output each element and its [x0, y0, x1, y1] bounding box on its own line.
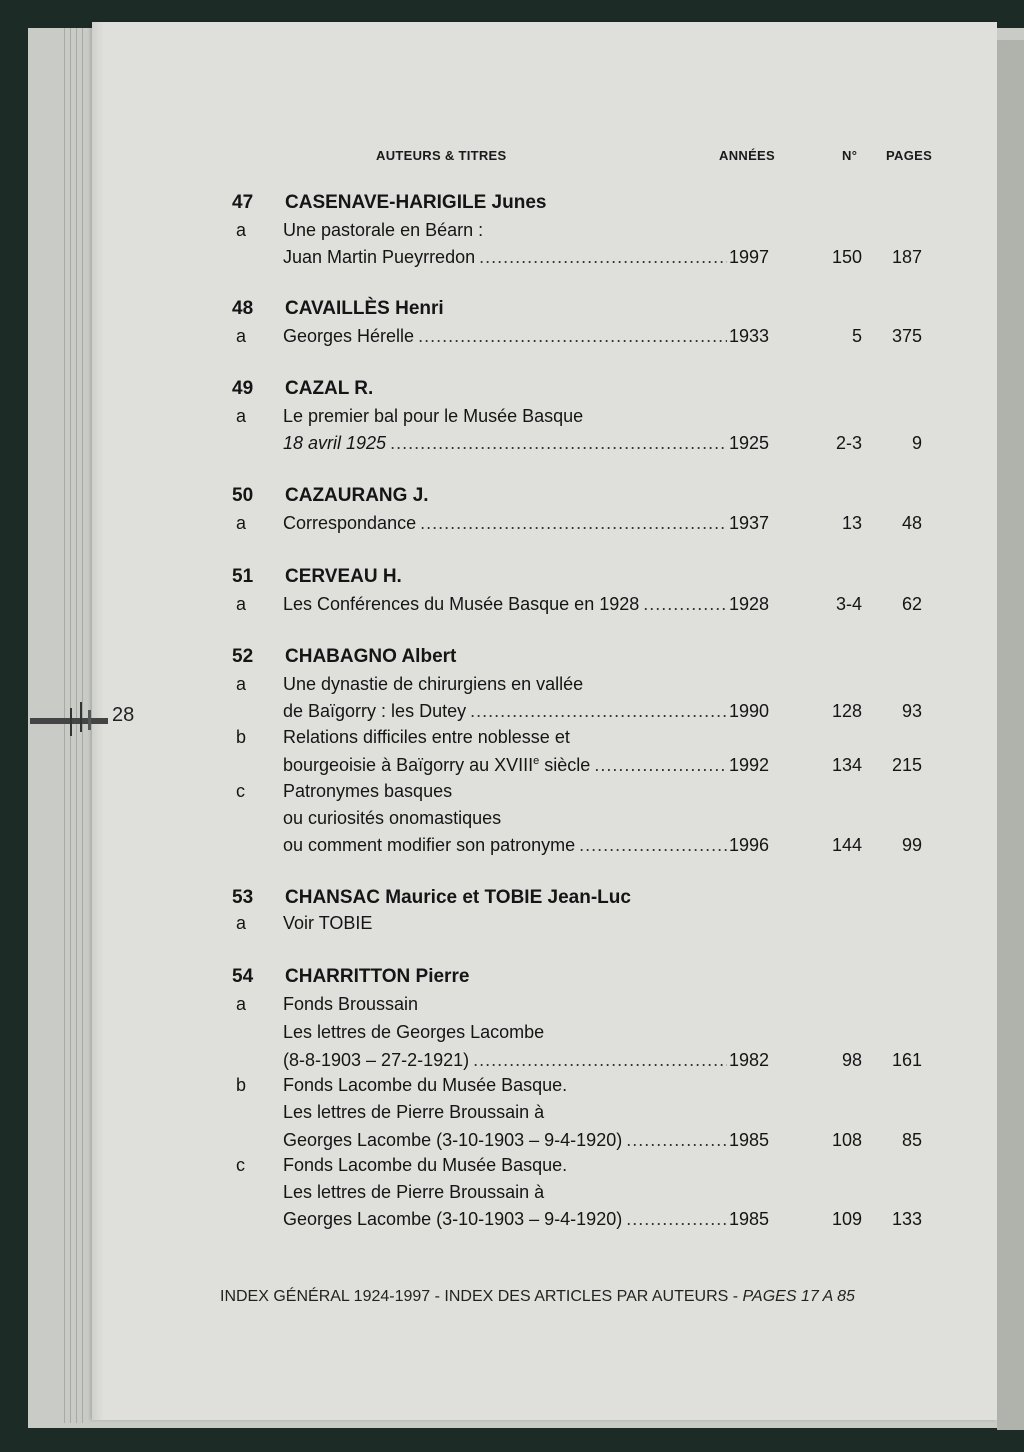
item-year: 1928: [729, 594, 770, 614]
item-pages: 215: [891, 755, 922, 775]
footer-title: INDEX GÉNÉRAL 1924-1997 - INDEX DES ARTICLES PAR AUTEURS -: [220, 1288, 743, 1305]
header-pages: PAGES: [886, 148, 933, 163]
item-issue: 98: [841, 1050, 862, 1070]
item-letter: a: [236, 994, 247, 1014]
item-pages: 187: [891, 247, 922, 267]
page-footer: [220, 1288, 855, 1306]
item-letter: a: [236, 513, 247, 533]
next-page-edge: [997, 40, 1024, 1430]
item-issue: 13: [841, 513, 862, 533]
item-issue: 2-3: [835, 433, 862, 453]
item-letter: a: [236, 913, 247, 933]
item-title: Patronymes basques: [283, 781, 453, 801]
item-title-leader: (8-8-1903 – 27-2-1921) .....: [283, 1050, 727, 1071]
item-letter: b: [236, 1075, 247, 1095]
entry-author: CERVEAU H.: [285, 566, 402, 587]
entry-author: CHANSAC Maurice et TOBIE Jean-Luc: [285, 887, 631, 908]
entry-author: CASENAVE-HARIGILE Junes: [285, 192, 547, 213]
item-title: Voir TOBIE: [283, 913, 373, 933]
item-letter: a: [236, 326, 247, 346]
item-year: 1982: [729, 1050, 770, 1070]
entry-number: 51: [232, 566, 254, 587]
item-letter: c: [236, 781, 245, 801]
item-title-leader: Georges Hérelle .....: [283, 326, 727, 347]
entry-author: CAVAILLÈS Henri: [285, 298, 444, 319]
item-title: Une pastorale en Béarn :: [283, 220, 484, 240]
header-number: N°: [842, 148, 858, 163]
item-title: Les lettres de Georges Lacombe: [283, 1022, 545, 1042]
item-title-leader: Juan Martin Pueyrredon .....: [283, 247, 727, 268]
entry-number: 49: [232, 378, 254, 399]
footer-pages: PAGES 17 A 85: [742, 1288, 855, 1305]
item-title-leader: Correspondance .....: [283, 513, 727, 534]
item-year: 1985: [729, 1130, 770, 1150]
item-pages: 62: [901, 594, 922, 614]
item-year: 1937: [729, 513, 770, 533]
side-page-number: 28: [112, 704, 135, 726]
item-letter: a: [236, 220, 247, 240]
item-title: Fonds Lacombe du Musée Basque.: [283, 1075, 568, 1095]
item-title: Le premier bal pour le Musée Basque: [283, 406, 584, 426]
item-year: 1925: [729, 433, 770, 453]
item-title-leader: Les Conférences du Musée Basque en 1928 .....: [283, 594, 727, 615]
item-pages: 93: [901, 701, 922, 721]
entry-number: 47: [232, 192, 254, 213]
header-authors-titles: AUTEURS & TITRES: [376, 148, 507, 163]
header-years: ANNÉES: [719, 148, 775, 163]
item-title-leader: de Baïgorry : les Dutey .....: [283, 701, 727, 722]
entry-number: 52: [232, 646, 254, 667]
item-letter: a: [236, 674, 247, 694]
item-title-leader: 18 avril 1925 .....: [283, 433, 727, 454]
entry-author: CHARRITTON Pierre: [285, 966, 470, 987]
item-issue: 108: [831, 1130, 862, 1150]
item-issue: 109: [831, 1209, 862, 1229]
item-year: 1997: [729, 247, 770, 267]
item-letter: a: [236, 594, 247, 614]
entry-author: CAZAURANG J.: [285, 485, 429, 506]
item-letter: c: [236, 1155, 245, 1175]
item-year: 1992: [729, 755, 770, 775]
item-pages: 48: [901, 513, 922, 533]
item-pages: 9: [911, 433, 922, 453]
item-pages: 85: [901, 1130, 922, 1150]
item-year: 1933: [729, 326, 770, 346]
item-title: Une dynastie de chirurgiens en vallée: [283, 674, 584, 694]
item-title-leader: Georges Lacombe (3-10-1903 – 9-4-1920) .....: [283, 1130, 727, 1151]
item-letter: a: [236, 406, 247, 426]
item-issue: 150: [831, 247, 862, 267]
item-pages: 375: [891, 326, 922, 346]
entry-author: CHABAGNO Albert: [285, 646, 457, 667]
item-title: Les lettres de Pierre Broussain à: [283, 1182, 545, 1202]
item-issue: 5: [851, 326, 862, 346]
item-title: ou curiosités onomastiques: [283, 808, 502, 828]
item-year: 1990: [729, 701, 770, 721]
item-issue: 144: [831, 835, 862, 855]
item-year: 1996: [729, 835, 770, 855]
item-title-leader: ou comment modifier son patronyme .....: [283, 835, 727, 856]
entry-author: CAZAL R.: [285, 378, 374, 399]
item-title-leader: Georges Lacombe (3-10-1903 – 9-4-1920) .....: [283, 1209, 727, 1230]
item-title: Fonds Broussain: [283, 994, 419, 1014]
item-pages: 133: [891, 1209, 922, 1229]
item-issue: 128: [831, 701, 862, 721]
item-pages: 161: [891, 1050, 922, 1070]
item-issue: 134: [831, 755, 862, 775]
item-title: Les lettres de Pierre Broussain à: [283, 1102, 545, 1122]
entry-number: 48: [232, 298, 254, 319]
item-pages: 99: [901, 835, 922, 855]
item-letter: b: [236, 727, 247, 747]
item-title-leader: bourgeoisie à Baïgorry au XVIIIe siècle .....: [283, 755, 727, 776]
entry-number: 53: [232, 887, 254, 908]
item-year: 1985: [729, 1209, 770, 1229]
item-title: Fonds Lacombe du Musée Basque.: [283, 1155, 568, 1175]
item-title: Relations difficiles entre noblesse et: [283, 727, 570, 747]
entry-number: 50: [232, 485, 254, 506]
item-issue: 3-4: [835, 594, 862, 614]
entry-number: 54: [232, 966, 254, 987]
